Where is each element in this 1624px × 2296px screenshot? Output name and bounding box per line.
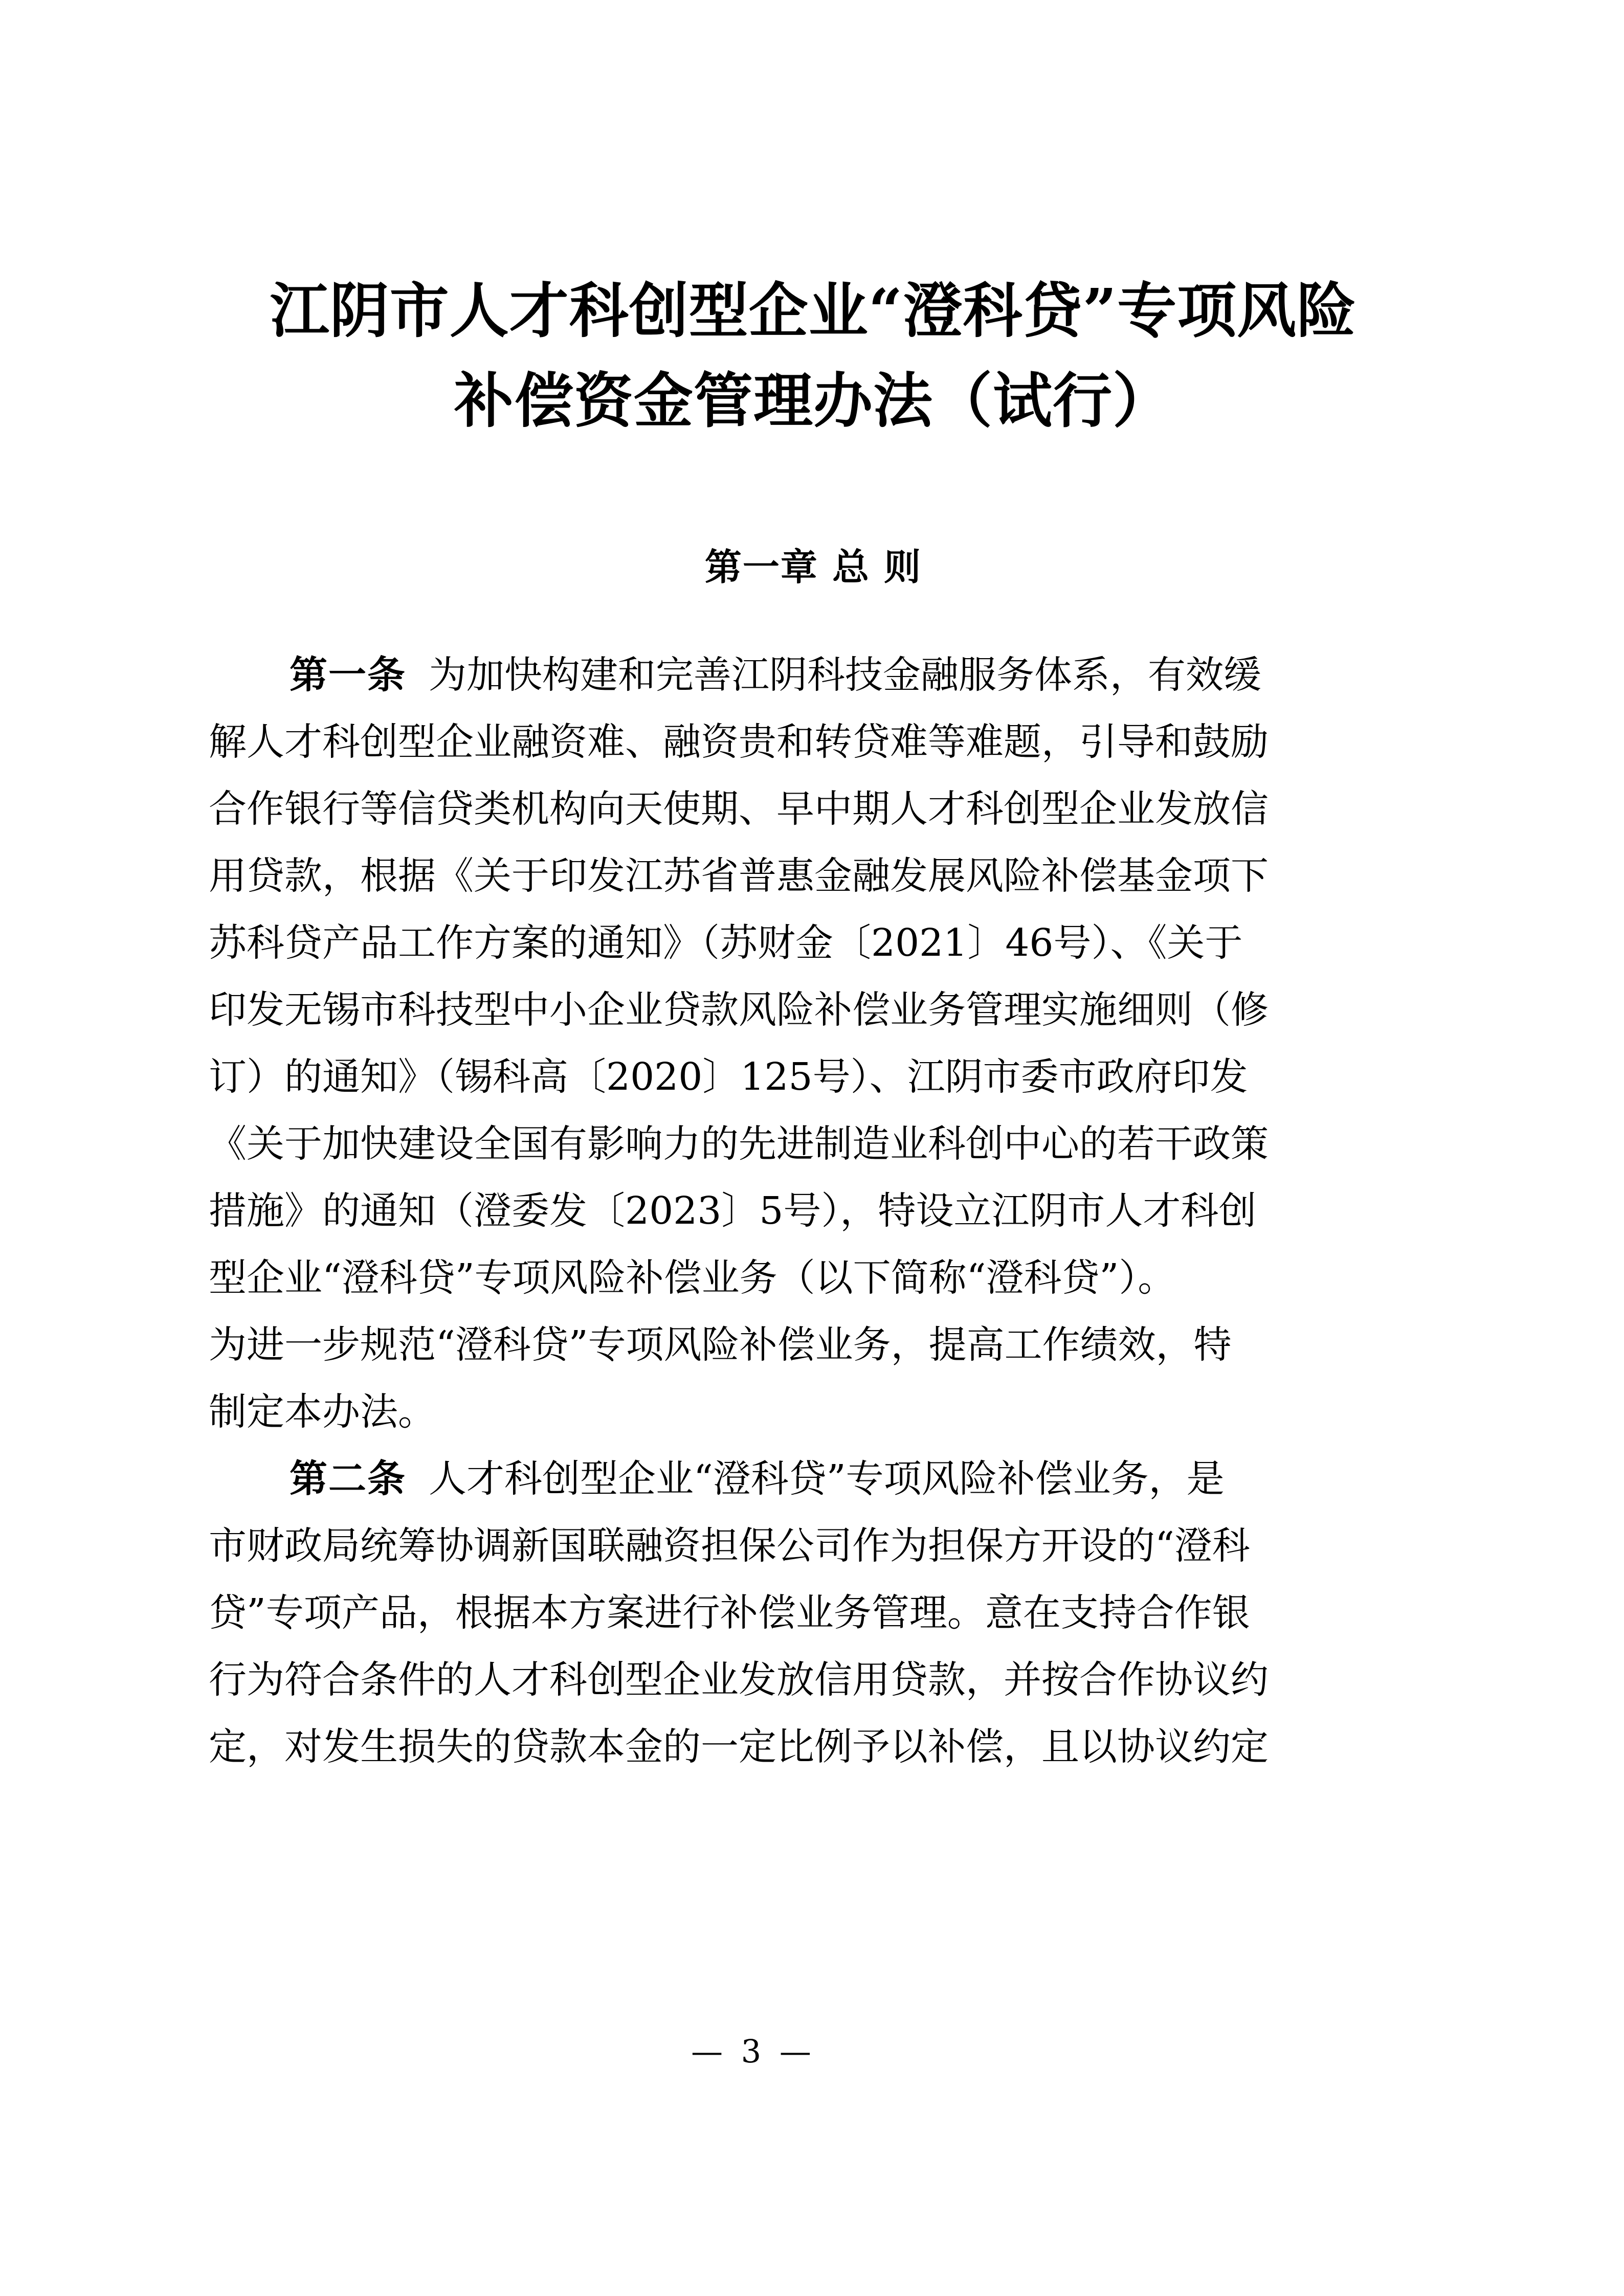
page-number: — 3 — (691, 2033, 815, 2070)
article-1-line: 印发无锡市科技型中小企业贷款风险补偿业务管理实施细则（修 (209, 988, 1269, 1032)
article-1-first-line (209, 642, 1422, 709)
article-1-last-line: 制定本办法。 (209, 1390, 436, 1434)
article-1-line: 订）的通知》（锡科高〔2020〕125号）、江阴市委市政府印发 (209, 1055, 1248, 1099)
article-1-label: 第一条 (290, 653, 406, 697)
article-2-line: 贷”专项产品，根据本方案进行补偿业务管理。意在支持合作银 (209, 1591, 1250, 1635)
article-1-line: 《关于加快建设全国有影响力的先进制造业科创中心的若干政策 (209, 1122, 1269, 1166)
article-1-line: 型企业“澄科贷”专项风险补偿业务（以下简称“澄科贷”）。 (209, 1256, 1176, 1300)
article-1-line: 措施》的通知（澄委发〔2023〕5号），特设立江阴市人才科创 (209, 1189, 1257, 1233)
page-title (220, 266, 1407, 446)
article-2-line: 行为符合条件的人才科创型企业发放信用贷款，并按合作协议约 (209, 1658, 1269, 1702)
page-title-line-1: 江阴市人才科创型企业“澄科贷”专项风险 (270, 276, 1357, 346)
article-2-line: 定，对发生损失的贷款本金的一定比例予以补偿，且以协议约定 (209, 1725, 1269, 1769)
article-2-first-line (209, 1446, 1422, 1513)
chapter-heading: 第一章 总 则 (704, 545, 922, 589)
article-1-line: 合作银行等信贷类机构向天使期、早中期人才科创型企业发放信 (209, 787, 1269, 831)
article-1-line: 苏科贷产品工作方案的通知》（苏财金〔2021〕46号）、《关于 (209, 921, 1243, 965)
article-2-line-0: 人才科创型企业“澄科贷”专项风险补偿业务，是 (429, 1457, 1225, 1501)
article-1-line: 用贷款，根据《关于印发江苏省普惠金融发展风险补偿基金项下 (209, 854, 1269, 898)
article-2-label: 第二条 (290, 1457, 406, 1501)
article-1-line: 解人才科创型企业融资难、融资贵和转贷难等难题，引导和鼓励 (209, 720, 1269, 764)
article-1-line: 为进一步规范“澄科贷”专项风险补偿业务，提高工作绩效，特 (209, 1323, 1232, 1367)
body-text (209, 642, 1422, 1781)
page-title-line-2: 补偿资金管理办法（试行） (454, 366, 1172, 436)
article-2-line: 市财政局统筹协调新国联融资担保公司作为担保方开设的“澄科 (209, 1524, 1250, 1568)
article-1-line-0: 为加快构建和完善江阴科技金融服务体系，有效缓 (429, 653, 1261, 697)
